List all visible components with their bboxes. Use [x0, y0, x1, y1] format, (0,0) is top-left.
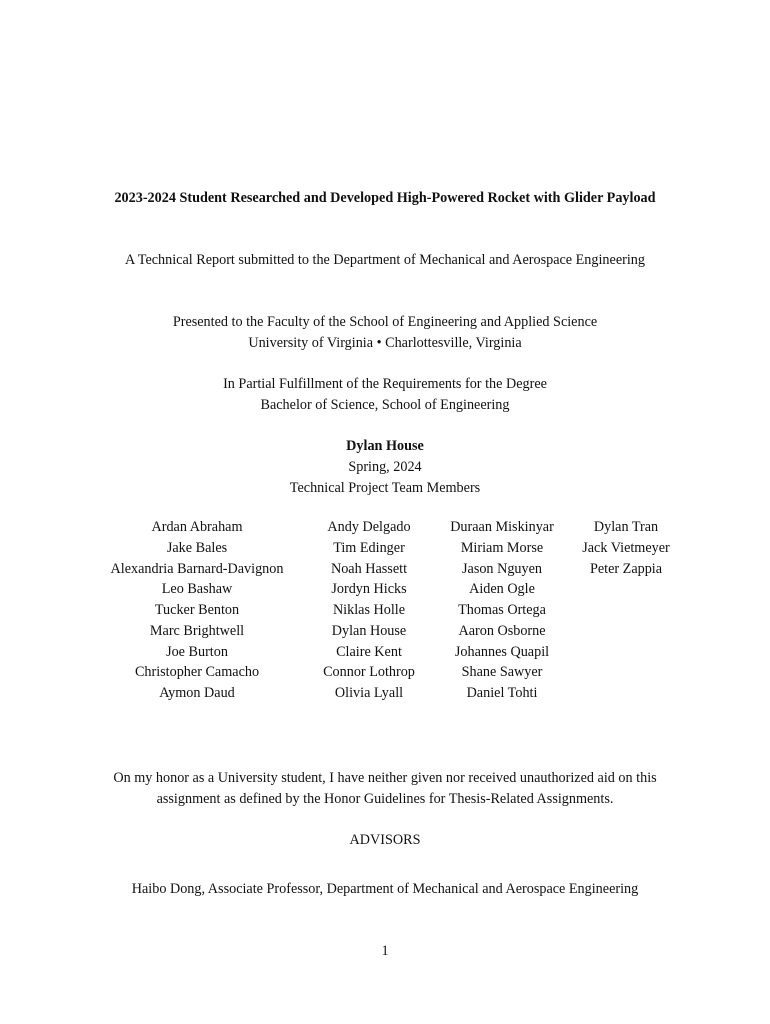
- team-heading: Technical Project Team Members: [289, 480, 481, 496]
- team-member: Dylan House: [331, 622, 407, 639]
- team-member: Tim Edinger: [333, 539, 405, 556]
- team-member: Claire Kent: [336, 643, 402, 660]
- team-member: Johannes Quapil: [454, 643, 550, 660]
- team-member: Leo Bashaw: [161, 581, 233, 598]
- team-member: Miriam Morse: [460, 539, 544, 556]
- team-member: Christopher Camacho: [134, 664, 260, 681]
- team-column-4: [568, 517, 684, 579]
- advisor-entry: Haibo Dong, Associate Professor, Department of Mechanical and Aerospace Engineering: [131, 881, 639, 897]
- team-member: Aymon Daud: [159, 685, 235, 701]
- team-member: Aiden Ogle: [469, 581, 535, 598]
- advisors-heading: ADVISORS: [349, 832, 421, 848]
- team-member: Tucker Benton: [154, 602, 240, 618]
- team-column-1: [97, 517, 297, 704]
- page-number: 1: [381, 943, 389, 959]
- report-title: 2023-2024 Student Researched and Developed High-Powered Rocket with Glider Payload: [114, 190, 656, 206]
- team-member: Jake Bales: [166, 539, 228, 556]
- team-member: Olivia Lyall: [334, 685, 404, 701]
- fulfillment-line-2: Bachelor of Science, School of Engineering: [260, 397, 510, 413]
- honor-pledge-line-2: assignment as defined by the Honor Guidelines for Thesis-Related Assignments.: [156, 791, 614, 807]
- team-member: Jordyn Hicks: [331, 581, 407, 598]
- team-member: Duraan Miskinyar: [450, 519, 554, 535]
- term: Spring, 2024: [348, 459, 422, 475]
- team-member: Jack Vietmeyer: [582, 539, 670, 556]
- team-column-2: [309, 517, 429, 704]
- team-member: Aaron Osborne: [458, 622, 546, 639]
- team-member: Daniel Tohti: [466, 685, 538, 701]
- team-member: Joe Burton: [166, 643, 228, 660]
- team-members-list: [0, 517, 770, 707]
- team-member: Alexandria Barnard-Davignon: [110, 560, 284, 577]
- team-member: Andy Delgado: [327, 519, 411, 535]
- team-member: Ardan Abraham: [151, 519, 243, 535]
- team-member: Connor Lothrop: [323, 664, 415, 681]
- fulfillment-line-1: In Partial Fulfillment of the Requirements for the Degree: [223, 376, 547, 392]
- honor-pledge-line-1: On my honor as a University student, I have neither given nor received unauthorized aid on this: [113, 770, 657, 786]
- team-member: Thomas Ortega: [458, 602, 546, 618]
- team-member: Noah Hassett: [330, 560, 408, 577]
- team-member: Marc Brightwell: [149, 622, 245, 639]
- presented-line-1: Presented to the Faculty of the School of Engineering and Applied Science: [172, 314, 598, 330]
- team-member: Shane Sawyer: [461, 664, 543, 681]
- team-member: Peter Zappia: [589, 560, 663, 577]
- report-subtitle: A Technical Report submitted to the Department of Mechanical and Aerospace Engineering: [125, 252, 645, 268]
- team-column-3: [437, 517, 567, 704]
- team-member: Niklas Holle: [332, 602, 406, 618]
- author-name: Dylan House: [346, 438, 424, 454]
- team-member: Jason Nguyen: [462, 560, 542, 577]
- presented-line-2: University of Virginia • Charlottesville, Virginia: [248, 335, 522, 351]
- team-member: Dylan Tran: [593, 519, 659, 535]
